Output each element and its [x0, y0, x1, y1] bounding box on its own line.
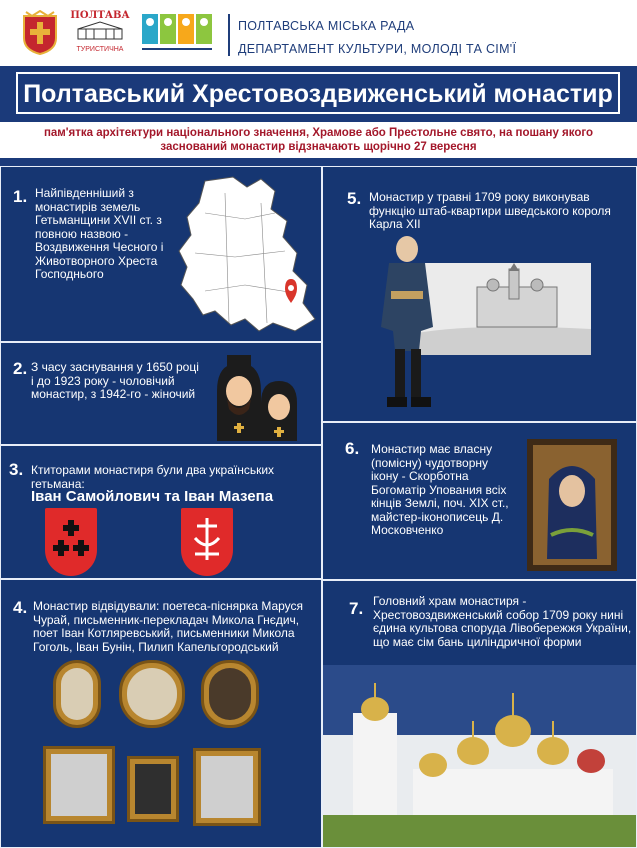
- portrait-mykola-gogol: [43, 746, 115, 824]
- crosses-icon: [45, 508, 97, 576]
- mazepa-emblem-icon: [181, 508, 233, 576]
- fact-number: 3.: [9, 460, 24, 479]
- fact-text: Головний храм монастиря - Хрестовоздвиженський собор 1709 року нині єдина культова споруда Лівобережжя України, що має сім бань циліндричної форми: [373, 594, 632, 649]
- cathedral-photo: [323, 665, 636, 847]
- fact-text: Монастир має власну (помісну) чудотворну ікону - Скорботна Богоматір Упования всіх кінців Землі, поч. XIX ст., майстер-іконописець Д. Московченко: [371, 442, 509, 537]
- logo-poltava-title: ПОЛТАВА: [70, 10, 130, 21]
- fact-number: 2.: [13, 359, 28, 378]
- title-frame: [16, 72, 620, 114]
- fact-panel-4: [0, 579, 322, 848]
- portrait-marusia-churai: [53, 660, 101, 728]
- portrait-pylyp-kapelhorodsky: [193, 748, 261, 826]
- fact-panel-5: [322, 166, 637, 422]
- charles-xii-figure: [367, 231, 451, 415]
- portrait-mykola-hnedych: [119, 660, 185, 728]
- fact-text: Монастир у травні 1709 року виконував функцію штаб-квартири шведського короля Карла XII: [369, 190, 611, 231]
- poltava-coat-of-arms-logo: [18, 10, 62, 56]
- fact-panel-1: [0, 166, 322, 342]
- fact-number: 1.: [13, 187, 28, 206]
- fact-number: 4.: [13, 598, 28, 617]
- nun-and-monk-illustration: [213, 351, 309, 441]
- header: [0, 0, 637, 66]
- fact-panel-3: [0, 445, 322, 579]
- page-title: Полтавський Хрестовоздвиженський монастир: [23, 80, 613, 108]
- fact-panel-7: [322, 580, 637, 848]
- fact-number: 7.: [349, 599, 364, 618]
- fact-panel-2: [0, 342, 322, 445]
- portrait-ivan-kotliarevsky: [201, 660, 259, 728]
- poltava-region-map: [175, 173, 319, 337]
- icon-of-mourning-mother-of-god: [527, 439, 617, 571]
- samoilovych-coat-of-arms: [45, 508, 97, 576]
- header-city-council: ПОЛТАВСЬКА МІСЬКА РАДА: [238, 19, 415, 33]
- hetman-names: Іван Самойлович та Іван Мазепа: [31, 488, 274, 505]
- poltava-tourist-logo: [70, 10, 130, 56]
- header-divider: [228, 14, 230, 56]
- mazepa-coat-of-arms: [181, 508, 233, 576]
- subtitle-bar: [0, 122, 637, 158]
- fact-panel-6: [322, 422, 637, 580]
- fact-text: Монастир відвідували: поетеса-піснярка Маруся Чурай, письменник-перекладач Микола Гнєдич, поет Іван Котляревський, письменники Микола Гоголь, Іван Бунін, Пилип Капельгородський: [33, 599, 304, 654]
- building-icon: [70, 21, 130, 41]
- fact-text: Ктиторами монастиря були два українських гетьмана:: [31, 463, 275, 491]
- portrait-ivan-bunin: [127, 756, 179, 822]
- fact-number: 5.: [347, 189, 362, 208]
- fact-text: З часу заснування у 1650 році і до 1923 року - чоловічий монастир, з 1942-го - жіночий: [31, 360, 199, 401]
- logo-poltava-subtitle: ТУРИСТИЧНА: [76, 46, 124, 53]
- header-department: ДЕПАРТАМЕНТ КУЛЬТУРИ, МОЛОДІ ТА СІМ'Ї: [238, 42, 517, 56]
- page-subtitle: пам'ятка архітектури національного значення, Храмове або Престольне свято, на пошану якого заснований монастир відзначають щорічно 27 вересня: [43, 127, 594, 153]
- fact-text: Найпівденніший з монастирів земель Гетьманщини XVII ст. з повною назвою - Воздвиження Чесного і Животворного Хреста Господнього: [35, 186, 164, 281]
- culture-department-logo: [140, 12, 218, 56]
- fact-number: 6.: [345, 439, 360, 458]
